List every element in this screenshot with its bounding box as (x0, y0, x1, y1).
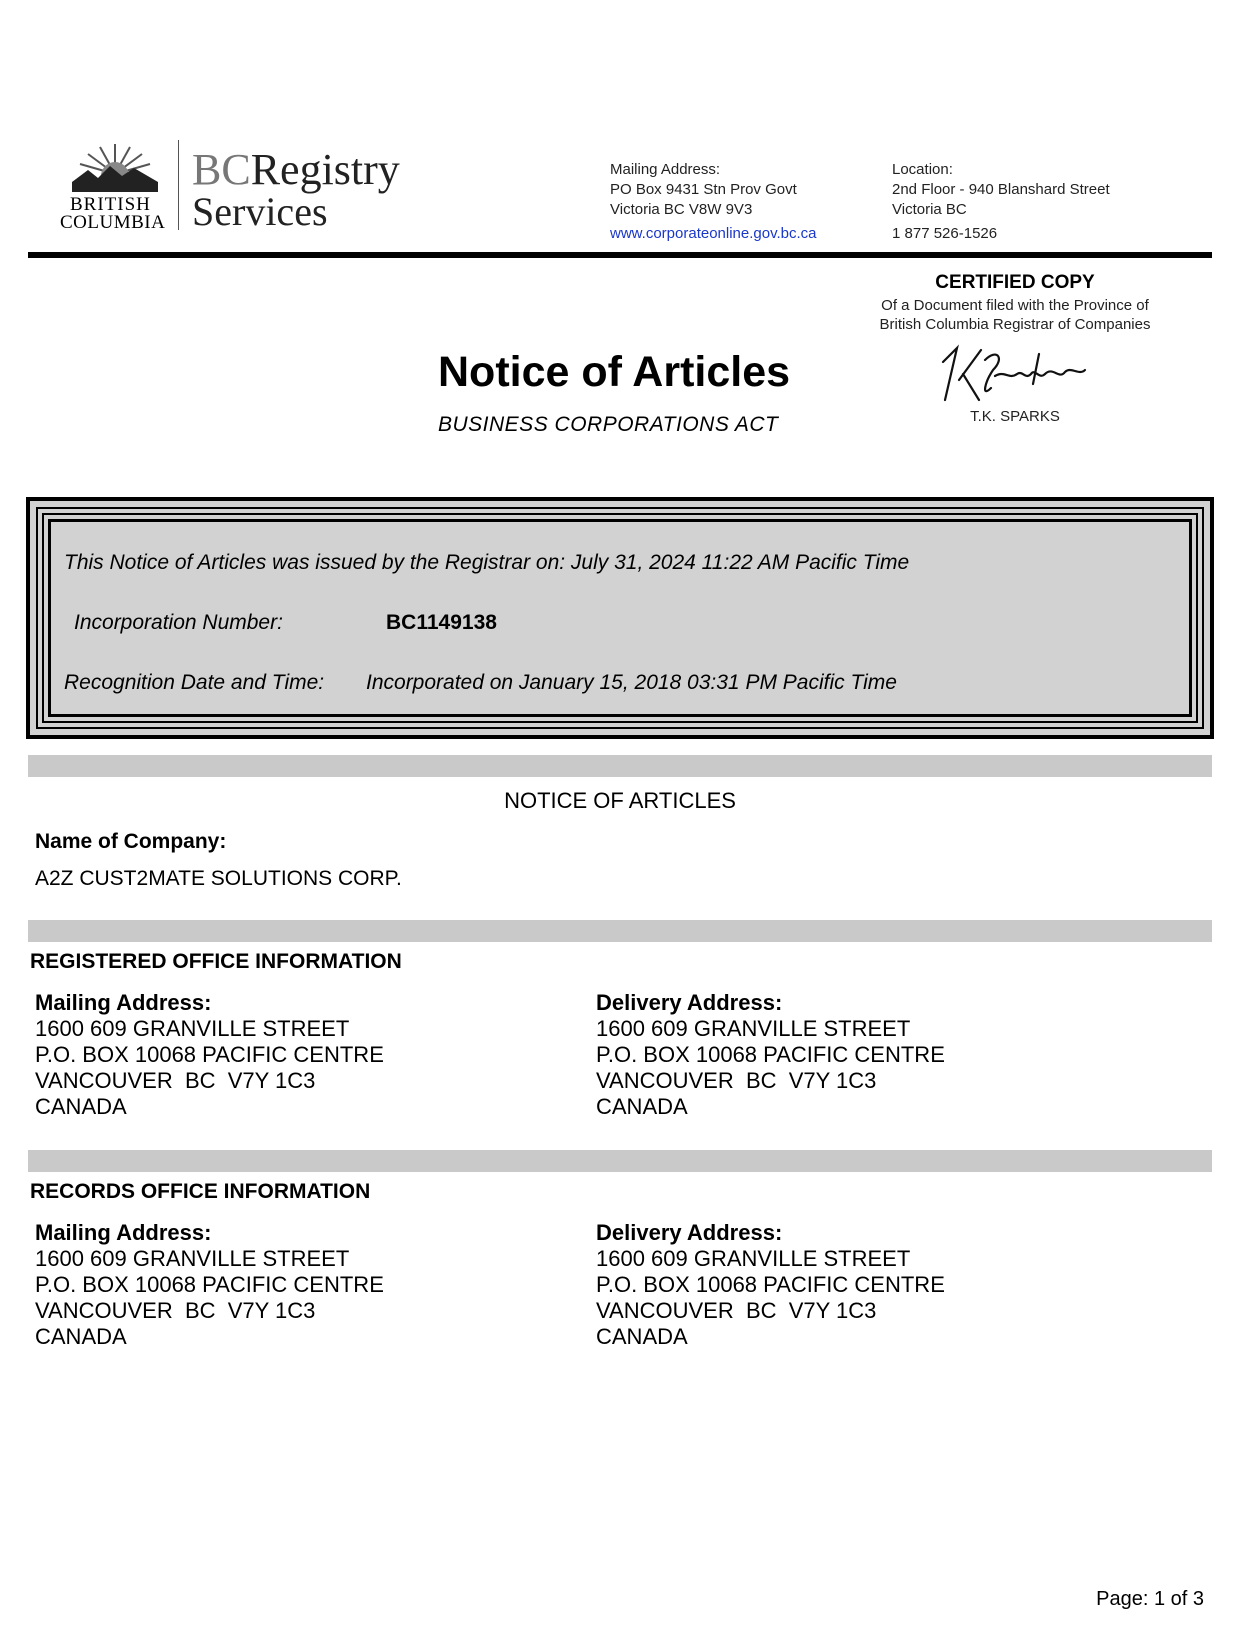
registered-delivery-line: VANCOUVER BC V7Y 1C3 (596, 1068, 877, 1093)
registry-line1 (192, 145, 400, 194)
incorporation-label: Incorporation Number: (74, 611, 283, 634)
records-delivery-line: P.O. BOX 10068 PACIFIC CENTRE (596, 1272, 945, 1297)
company-name-value: A2Z CUST2MATE SOLUTIONS CORP. (35, 867, 402, 890)
page-number: Page: 1 of 3 (1096, 1588, 1204, 1610)
signer-name: T.K. SPARKS (970, 408, 1060, 425)
location-line2: Victoria BC (892, 201, 967, 218)
issue-box (26, 497, 1214, 739)
sun-mountain-icon (70, 140, 160, 198)
certified-line1: Of a Document filed with the Province of (881, 297, 1149, 314)
records-mailing-line: P.O. BOX 10068 PACIFIC CENTRE (35, 1272, 384, 1297)
phone-number: 1 877 526-1526 (892, 225, 998, 242)
registered-mailing-line: VANCOUVER BC V7Y 1C3 (35, 1068, 316, 1093)
registered-delivery-line: P.O. BOX 10068 PACIFIC CENTRE (596, 1042, 945, 1067)
certified-line2: British Columbia Registrar of Companies (879, 316, 1151, 333)
registered-delivery-label: Delivery Address: (596, 990, 783, 1015)
registry-bc: BC (192, 145, 251, 194)
header-rule (28, 252, 1212, 258)
website-link[interactable]: www.corporateonline.gov.bc.ca (610, 225, 817, 242)
mailing-address-block (610, 160, 817, 244)
records-delivery-label: Delivery Address: (596, 1220, 783, 1245)
mailing-label: Mailing Address: (610, 161, 721, 178)
section-bar-notice (28, 755, 1212, 777)
location-label: Location: (892, 161, 953, 178)
logo-divider (178, 140, 179, 230)
registered-mailing-label: Mailing Address: (35, 990, 212, 1015)
certified-title: CERTIFIED COPY (935, 272, 1095, 293)
records-delivery-line: VANCOUVER BC V7Y 1C3 (596, 1298, 877, 1323)
signature-image (935, 340, 1095, 406)
records-delivery-line: 1600 609 GRANVILLE STREET (596, 1246, 911, 1271)
recognition-label: Recognition Date and Time: (64, 671, 325, 694)
registered-mailing-line: 1600 609 GRANVILLE STREET (35, 1016, 350, 1041)
records-mailing-label: Mailing Address: (35, 1220, 212, 1245)
company-name-label: Name of Company: (35, 830, 227, 853)
section-bar-registered (28, 920, 1212, 942)
registered-mailing-address (35, 990, 384, 1120)
document-title: Notice of Articles (438, 348, 791, 396)
location-line1: 2nd Floor - 940 Blanshard Street (892, 181, 1110, 198)
registry-line2: Services (192, 189, 328, 234)
records-mailing-line: CANADA (35, 1324, 127, 1349)
registered-office-heading: REGISTERED OFFICE INFORMATION (30, 950, 402, 973)
records-mailing-line: 1600 609 GRANVILLE STREET (35, 1246, 350, 1271)
registered-delivery-address (596, 990, 945, 1120)
province-name-line1: BRITISH (70, 194, 151, 215)
records-office-heading: RECORDS OFFICE INFORMATION (30, 1180, 371, 1203)
issued-line: This Notice of Articles was issued by the Registrar on: July 31, 2024 11:22 AM Pacific Time (64, 551, 910, 574)
registry-word: Registry (250, 145, 400, 194)
certified-copy-block (850, 272, 1180, 334)
recognition-value: Incorporated on January 15, 2018 03:31 PM Pacific Time (366, 671, 897, 694)
mailing-line2: Victoria BC V8W 9V3 (610, 201, 753, 218)
records-mailing-address (35, 1220, 384, 1350)
mailing-line1: PO Box 9431 Stn Prov Govt (610, 181, 797, 198)
registered-mailing-line: CANADA (35, 1094, 127, 1119)
records-delivery-line: CANADA (596, 1324, 688, 1349)
notice-heading: NOTICE OF ARTICLES (504, 788, 736, 813)
location-block (892, 160, 1110, 244)
section-bar-records (28, 1150, 1212, 1172)
registered-delivery-line: 1600 609 GRANVILLE STREET (596, 1016, 911, 1041)
records-mailing-line: VANCOUVER BC V7Y 1C3 (35, 1298, 316, 1323)
incorporation-number: BC1149138 (386, 611, 497, 634)
bc-logo (58, 140, 418, 245)
document-subtitle: BUSINESS CORPORATIONS ACT (438, 413, 779, 436)
registered-delivery-line: CANADA (596, 1094, 688, 1119)
province-name-line2: COLUMBIA (60, 212, 166, 233)
registered-mailing-line: P.O. BOX 10068 PACIFIC CENTRE (35, 1042, 384, 1067)
records-delivery-address (596, 1220, 945, 1350)
